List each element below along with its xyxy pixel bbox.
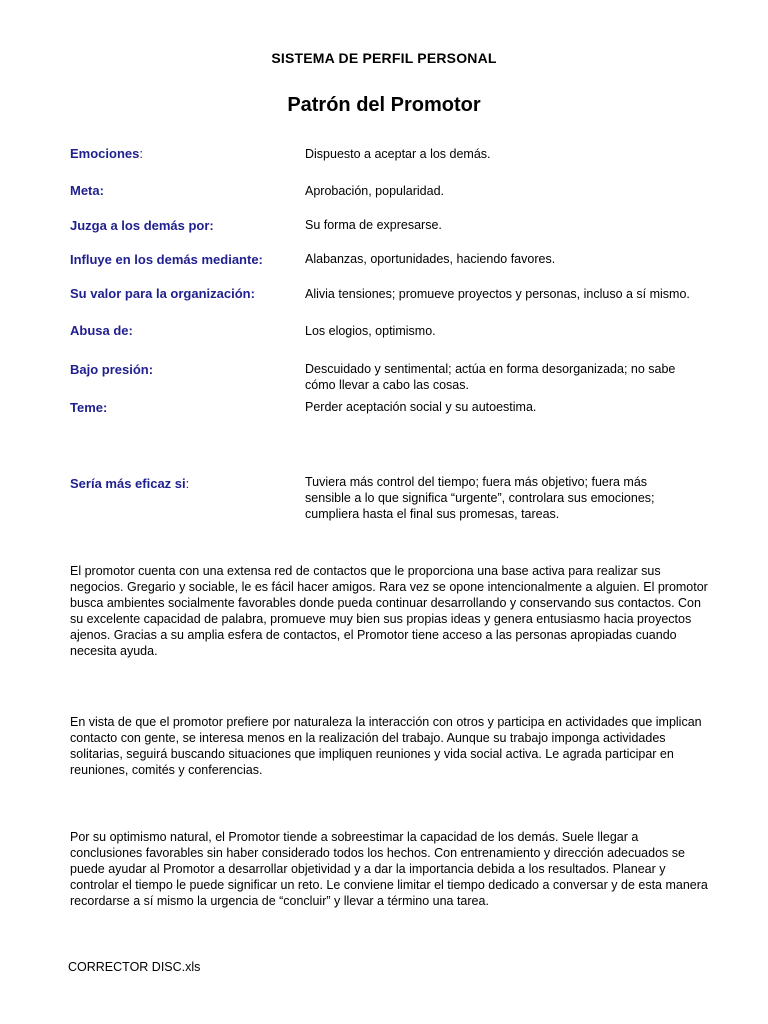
document-subtitle: Patrón del Promotor	[287, 94, 481, 116]
profile-label-abusa	[70, 323, 133, 339]
profile-label-teme	[70, 400, 107, 416]
profile-label-text: Juzga a los demás por:	[70, 218, 214, 233]
profile-value-teme: Perder aceptación social y su autoestima.	[305, 400, 537, 414]
body-paragraph: En vista de que el promotor prefiere por naturaleza la interacción con otros y participa en actividades que implican contacto con gente, se interesa menos en la realización del trabajo. Aunque su trabajo imponga actividades solitarias, seguirá buscando situaciones que impliquen reuniones y vida social activa. Le agrada participar en reuniones, comités y conferencias.	[70, 715, 702, 777]
profile-label-colon: :	[185, 476, 190, 491]
profile-value-meta: Aprobación, popularidad.	[305, 184, 444, 198]
profile-value-eficaz: Tuviera más control del tiempo; fuera más objetivo; fuera más sensible a lo que significa “urgente”, controlara sus emociones; cumpliera hasta el final sus promesas, tareas.	[305, 475, 655, 521]
profile-label-text: Su valor para la organización:	[70, 286, 255, 301]
profile-value-abusa: Los elogios, optimismo.	[305, 324, 436, 338]
profile-value-valor: Alivia tensiones; promueve proyectos y personas, incluso a sí mismo.	[305, 287, 690, 301]
footer-filename: CORRECTOR DISC.xls	[68, 960, 201, 974]
profile-label-eficaz	[70, 476, 189, 492]
body-paragraph: Por su optimismo natural, el Promotor tiende a sobreestimar la capacidad de los demás. Suele llegar a conclusiones favorables sin haber considerado todos los hechos. Con entrenamiento y dirección adecuados se puede ayudar al Promotor a desarrollar objetividad y a dar la importancia debida a los resultados. Planear y controlar el tiempo le puede significar un reto. Le conviene limitar el tiempo dedicado a conversar y de esta manera recordarse a sí mismo la urgencia de “concluir” y llevar a término una tarea.	[70, 830, 708, 908]
profile-label-text: Sería más eficaz si	[70, 476, 186, 491]
profile-label-colon: :	[139, 146, 143, 161]
profile-value-bajo-presion: Descuidado y sentimental; actúa en forma desorganizada; no sabe cómo llevar a cabo las cosas.	[305, 362, 676, 392]
profile-value-juzga: Su forma de expresarse.	[305, 218, 442, 232]
profile-value-emociones: Dispuesto a aceptar a los demás.	[305, 147, 491, 161]
profile-label-text: Teme:	[70, 400, 108, 415]
profile-label-valor	[70, 286, 255, 302]
profile-label-juzga	[70, 218, 214, 234]
profile-label-text: Bajo presión:	[70, 362, 154, 377]
profile-label-bajo-presion	[70, 362, 153, 378]
profile-label-text: Meta:	[70, 183, 104, 198]
profile-label-text: Influye en los demás mediante:	[70, 252, 263, 267]
profile-label-text: Abusa de:	[70, 323, 133, 338]
profile-label-meta	[70, 183, 104, 199]
profile-value-influye: Alabanzas, oportunidades, haciendo favores.	[305, 252, 556, 266]
body-paragraph: El promotor cuenta con una extensa red de contactos que le proporciona una base activa para realizar sus negocios. Gregario y sociable, le es fácil hacer amigos. Rara vez se opone intencionalmente a alguien. El promotor busca ambientes socialmente favorables donde pueda continuar desarrollando y conservando sus contactos. Con su excelente capacidad de palabra, promueve muy bien sus propias ideas y genera entusiasmo hacia proyectos ajenos. Gracias a su amplia esfera de contactos, el Promotor tiene acceso a las personas apropiadas cuando necesita ayuda.	[70, 564, 708, 658]
document-title: SISTEMA DE PERFIL PERSONAL	[271, 50, 497, 66]
profile-label-text: Emociones	[70, 146, 140, 161]
profile-label-influye	[70, 252, 263, 268]
profile-label-emociones	[70, 146, 143, 162]
